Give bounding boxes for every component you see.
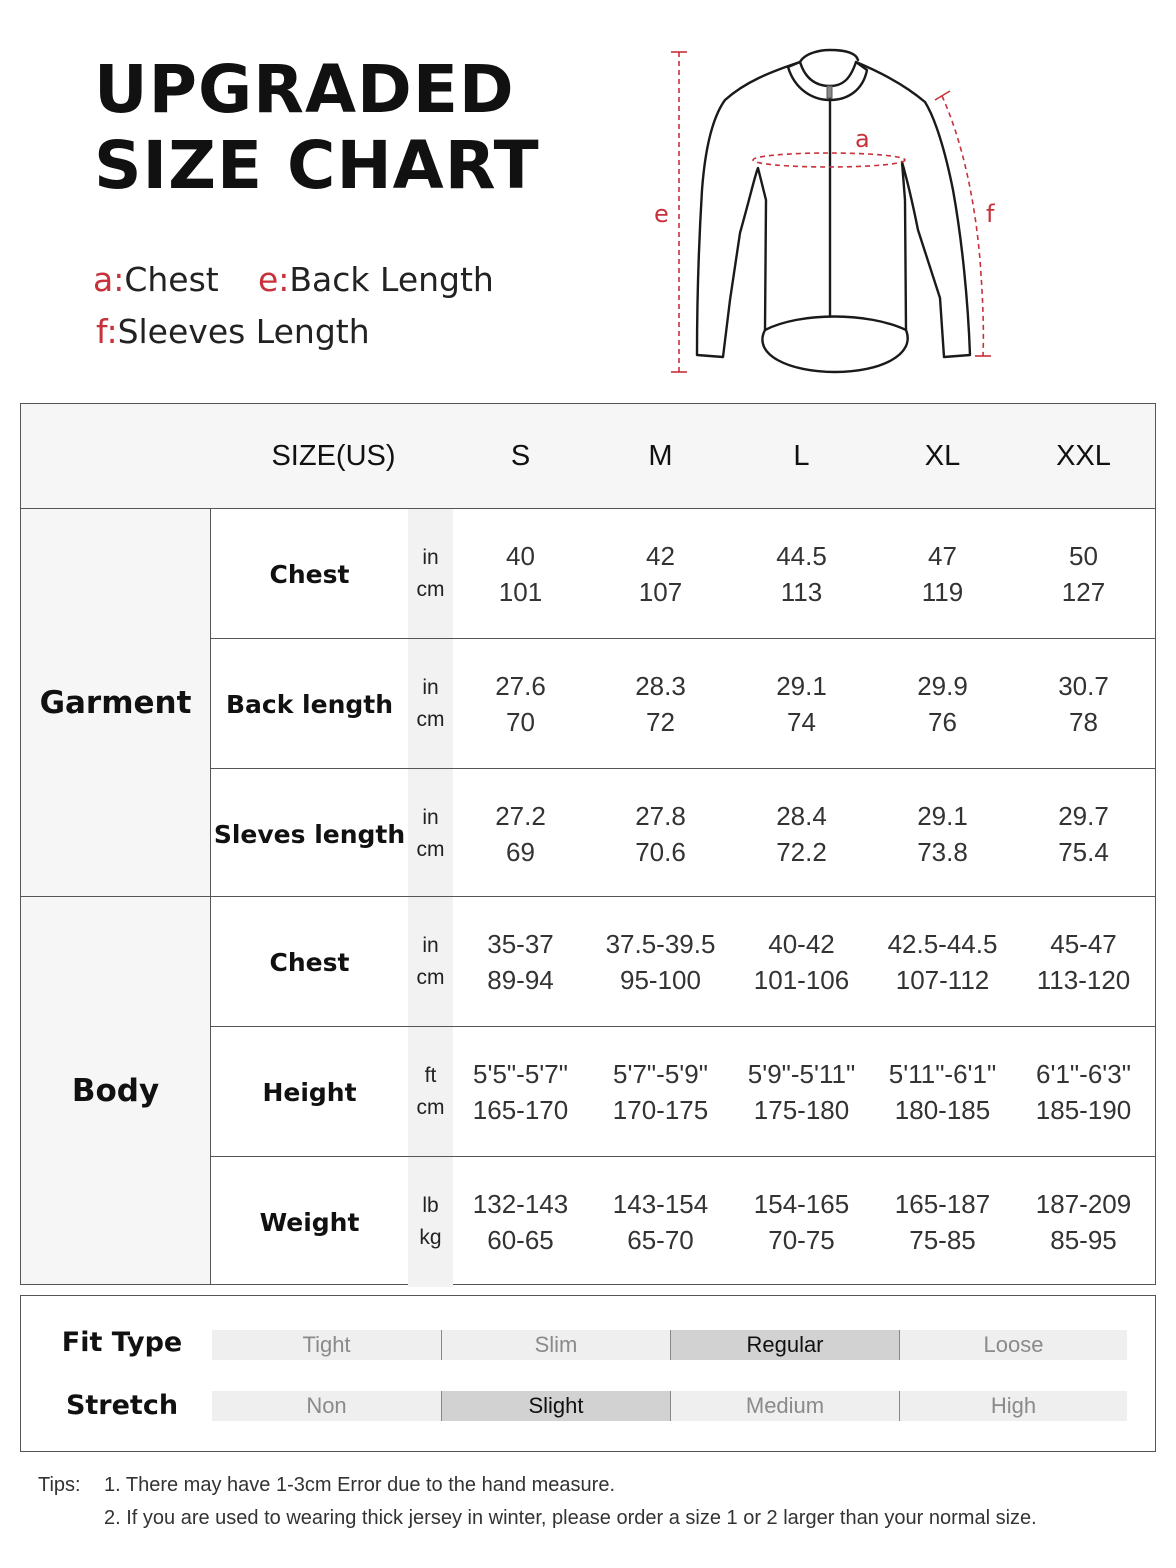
value-cell-l <box>731 1157 872 1287</box>
measure-name: Sleves length <box>213 819 406 849</box>
table-row-garment-sleeves-length <box>211 769 1156 899</box>
value-cell-s <box>450 897 591 1027</box>
table-row-body-height <box>211 1027 1156 1157</box>
size-header-xxl: XXL <box>1056 440 1111 472</box>
value-primary: 6'1"-6'3" <box>1036 1059 1131 1089</box>
stretch-option-high: High <box>899 1391 1127 1421</box>
value-primary: 44.5 <box>776 541 827 571</box>
unit-cell <box>408 639 453 769</box>
stretch-label: Stretch <box>65 1390 179 1421</box>
value-cell-m <box>590 639 731 769</box>
value-cell-m <box>590 509 731 639</box>
sleeve-length-measure-line <box>942 96 983 356</box>
value-primary: 27.2 <box>495 801 546 831</box>
title-line-2: SIZE CHART <box>94 127 540 204</box>
value-primary: 5'11"-6'1" <box>888 1059 997 1089</box>
value-primary: 40-42 <box>768 929 835 959</box>
value-primary: 42 <box>646 541 675 571</box>
stretch-option-medium: Medium <box>670 1391 899 1421</box>
value-cell-l <box>731 897 872 1027</box>
value-cell-s <box>450 1157 591 1287</box>
value-primary: 165-187 <box>894 1189 991 1219</box>
size-header-l: L <box>793 440 810 472</box>
value-cell-s <box>450 1027 591 1157</box>
value-primary: 50 <box>1069 541 1098 571</box>
unit-secondary: cm <box>416 838 445 861</box>
value-secondary: 101-106 <box>753 965 850 995</box>
value-primary: 47 <box>928 541 957 571</box>
value-secondary: 75.4 <box>1058 837 1109 867</box>
jersey-diagram <box>630 40 1010 385</box>
legend-key-a: a: <box>93 260 125 299</box>
unit-primary: in <box>422 934 439 957</box>
unit-secondary: cm <box>416 578 445 601</box>
value-primary: 37.5-39.5 <box>605 929 716 959</box>
size-header-m: M <box>648 440 673 472</box>
unit-primary: in <box>422 676 439 699</box>
table-row-garment-back-length <box>211 639 1156 769</box>
fit-option-regular: Regular <box>670 1330 899 1360</box>
value-secondary: 119 <box>921 577 964 607</box>
tips-label: Tips: <box>38 1474 81 1496</box>
jersey-hem <box>762 330 907 372</box>
value-secondary: 72.2 <box>776 837 827 867</box>
value-primary: 35-37 <box>487 929 554 959</box>
value-primary: 40 <box>506 541 535 571</box>
value-secondary: 60-65 <box>487 1225 554 1255</box>
value-primary: 5'7"-5'9" <box>613 1059 708 1089</box>
value-secondary: 70 <box>506 707 535 737</box>
measure-name: Height <box>262 1077 357 1107</box>
value-primary: 187-209 <box>1035 1189 1132 1219</box>
value-primary: 28.4 <box>776 801 827 831</box>
value-secondary: 95-100 <box>620 965 701 995</box>
value-primary: 28.3 <box>635 671 686 701</box>
value-primary: 132-143 <box>472 1189 569 1219</box>
unit-primary: in <box>422 806 439 829</box>
unit-cell <box>408 769 453 899</box>
value-cell-xl <box>872 1027 1013 1157</box>
fit-option-slim: Slim <box>441 1330 670 1360</box>
value-primary: 154-165 <box>753 1189 850 1219</box>
chart-title <box>94 52 554 204</box>
value-primary: 5'9"-5'11" <box>747 1059 856 1089</box>
value-cell-l <box>731 1027 872 1157</box>
value-cell-xl <box>872 769 1013 899</box>
value-secondary: 89-94 <box>487 965 554 995</box>
zipper-pull <box>827 86 832 98</box>
size-header-xl: XL <box>924 440 961 472</box>
value-primary: 29.1 <box>917 801 968 831</box>
table-header <box>21 404 1155 509</box>
value-cell-m <box>590 769 731 899</box>
diagram-label-a: a <box>855 125 870 153</box>
value-cell-m <box>590 897 731 1027</box>
value-secondary: 175-180 <box>753 1095 850 1125</box>
value-secondary: 73.8 <box>917 837 968 867</box>
unit-secondary: cm <box>416 1096 445 1119</box>
value-secondary: 165-170 <box>472 1095 569 1125</box>
value-cell-xl <box>872 1157 1013 1287</box>
value-secondary: 113 <box>780 577 823 607</box>
jersey-collar-back <box>800 50 858 62</box>
fit-stretch-panel <box>20 1295 1156 1452</box>
group-garment: Garment <box>21 509 211 897</box>
value-secondary: 72 <box>646 707 675 737</box>
value-primary: 30.7 <box>1058 671 1109 701</box>
value-secondary: 85-95 <box>1050 1225 1117 1255</box>
value-secondary: 170-175 <box>612 1095 709 1125</box>
unit-secondary: cm <box>416 708 445 731</box>
value-cell-xl <box>872 639 1013 769</box>
value-cell-m <box>590 1157 731 1287</box>
legend-label-back-length: Back Length <box>289 260 494 299</box>
value-primary: 29.7 <box>1058 801 1109 831</box>
value-secondary: 74 <box>787 707 816 737</box>
unit-primary: ft <box>424 1064 437 1087</box>
value-cell-xl <box>872 509 1013 639</box>
unit-secondary: cm <box>416 966 445 989</box>
value-secondary: 107 <box>638 577 683 607</box>
legend-key-e: e: <box>258 260 290 299</box>
size-table <box>20 403 1156 1285</box>
diagram-label-f: f <box>986 200 995 228</box>
measure-name: Chest <box>269 559 350 589</box>
value-cell-xxl <box>1013 509 1154 639</box>
value-secondary: 127 <box>1061 577 1106 607</box>
value-primary: 143-154 <box>612 1189 709 1219</box>
value-secondary: 76 <box>928 707 957 737</box>
size-us-header: SIZE(US) <box>271 440 396 472</box>
unit-cell <box>408 509 453 639</box>
size-header-s: S <box>510 440 531 472</box>
value-primary: 27.6 <box>495 671 546 701</box>
table-row-garment-chest <box>211 509 1156 639</box>
unit-cell <box>408 897 453 1027</box>
value-secondary: 107-112 <box>895 965 990 995</box>
value-primary: 29.9 <box>917 671 968 701</box>
table-row-body-chest <box>211 897 1156 1027</box>
legend-label-chest: Chest <box>124 260 219 299</box>
diagram-label-e: e <box>654 200 669 228</box>
stretch-option-non: Non <box>306 1393 347 1418</box>
tip-1: 1. There may have 1-3cm Error due to the hand measure. <box>104 1474 616 1496</box>
value-cell-l <box>731 509 872 639</box>
value-secondary: 180-185 <box>894 1095 991 1125</box>
value-cell-xxl <box>1013 1027 1154 1157</box>
value-cell-l <box>731 769 872 899</box>
value-cell-xxl <box>1013 639 1154 769</box>
fit-option-loose: Loose <box>899 1330 1127 1360</box>
value-primary: 42.5-44.5 <box>887 929 998 959</box>
value-cell-m <box>590 1027 731 1157</box>
legend-chest <box>93 260 219 299</box>
value-cell-s <box>450 769 591 899</box>
value-secondary: 185-190 <box>1035 1095 1132 1125</box>
fit-option-tight: Tight <box>302 1332 351 1357</box>
legend-sleeves-length <box>96 312 370 351</box>
stretch-option-slight: Slight <box>441 1391 670 1421</box>
value-secondary: 101 <box>498 577 543 607</box>
unit-primary: in <box>422 546 439 569</box>
legend-key-f: f: <box>96 312 118 351</box>
table-row-body-weight <box>211 1157 1156 1287</box>
value-secondary: 78 <box>1069 707 1098 737</box>
title-line-1: UPGRADED <box>94 51 515 128</box>
value-secondary: 113-120 <box>1036 965 1131 995</box>
value-secondary: 75-85 <box>909 1225 976 1255</box>
value-cell-xl <box>872 897 1013 1027</box>
legend-back-length <box>258 260 494 299</box>
value-cell-xxl <box>1013 1157 1154 1287</box>
value-cell-s <box>450 509 591 639</box>
value-primary: 45-47 <box>1050 929 1117 959</box>
measure-name: Back length <box>225 689 394 719</box>
fit-type-label: Fit Type <box>61 1327 183 1358</box>
measure-name: Chest <box>269 947 350 977</box>
legend-label-sleeves-length: Sleeves Length <box>117 312 370 351</box>
tip-2: 2. If you are used to wearing thick jersey in winter, please order a size 1 or 2 larger than your normal size. <box>104 1507 1037 1529</box>
value-primary: 5'5"-5'7" <box>473 1059 568 1089</box>
jersey-body-outline <box>697 62 970 357</box>
value-secondary: 69 <box>506 837 535 867</box>
value-secondary: 65-70 <box>627 1225 694 1255</box>
value-primary: 27.8 <box>635 801 686 831</box>
group-body: Body <box>21 897 211 1284</box>
value-cell-xxl <box>1013 769 1154 899</box>
value-primary: 29.1 <box>776 671 827 701</box>
value-cell-s <box>450 639 591 769</box>
stretch-scale <box>212 1391 1127 1421</box>
unit-primary: lb <box>422 1194 439 1217</box>
value-secondary: 70.6 <box>635 837 686 867</box>
measure-name: Weight <box>259 1207 360 1237</box>
unit-secondary: kg <box>419 1226 442 1249</box>
fit-type-scale <box>212 1330 1127 1360</box>
value-cell-l <box>731 639 872 769</box>
value-secondary: 70-75 <box>768 1225 835 1255</box>
unit-cell <box>408 1157 453 1287</box>
unit-cell <box>408 1027 453 1157</box>
value-cell-xxl <box>1013 897 1154 1027</box>
